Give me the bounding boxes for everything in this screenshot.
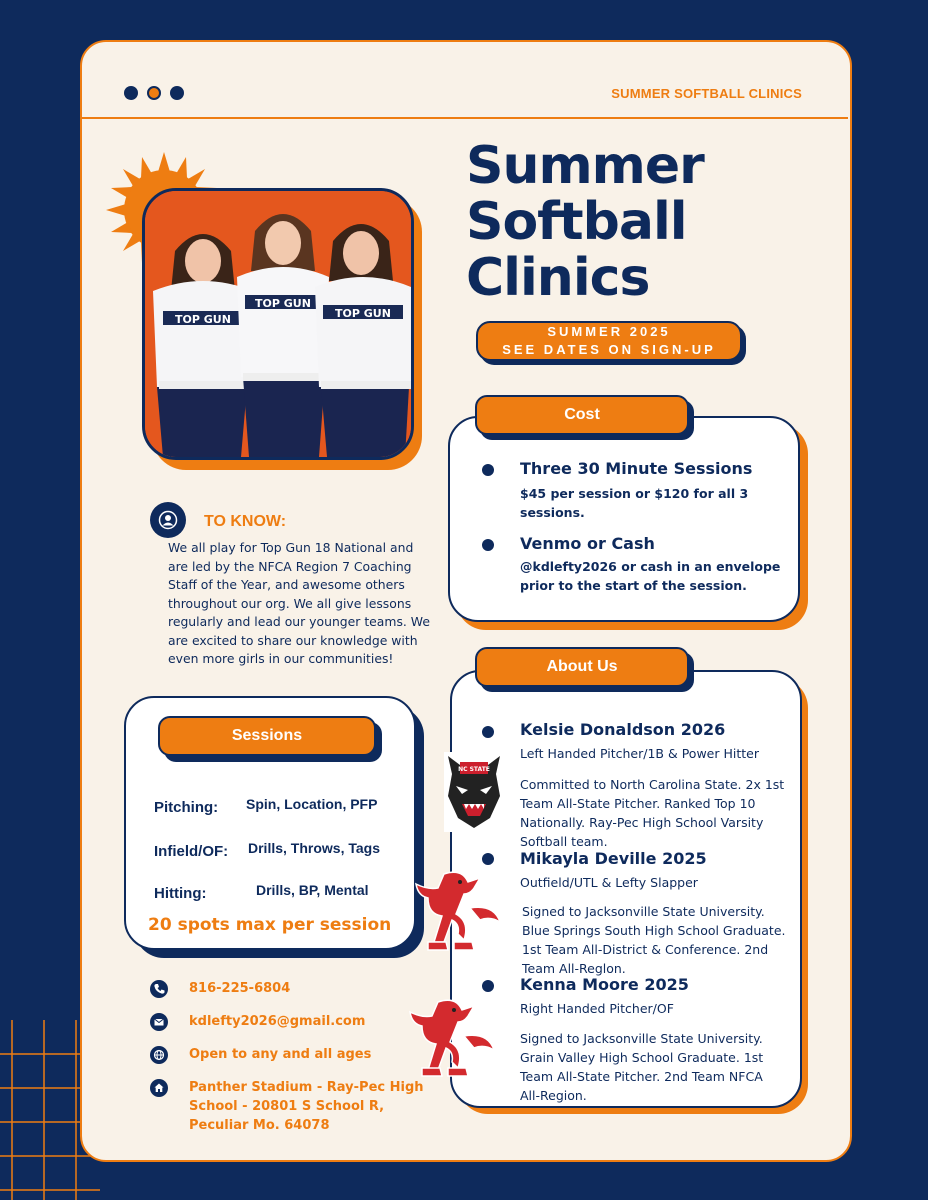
cost-item-heading: Venmo or Cash bbox=[520, 534, 655, 553]
bullet-icon bbox=[482, 853, 494, 865]
badge-line: SEE DATES ON SIGN-UP bbox=[502, 342, 716, 357]
page-title bbox=[466, 138, 704, 306]
bullet-icon bbox=[482, 539, 494, 551]
players-illustration bbox=[145, 191, 411, 457]
dates-badge bbox=[476, 321, 742, 361]
spots-limit: 20 spots max per session bbox=[148, 915, 392, 935]
dot-icon bbox=[147, 86, 161, 100]
sessions-tab: Sessions bbox=[158, 716, 376, 756]
bullet-icon bbox=[482, 464, 494, 476]
session-label: Infield/OF: bbox=[154, 843, 229, 860]
jax-state-logo bbox=[410, 868, 510, 960]
jersey-text: TOP GUN bbox=[335, 307, 391, 320]
globe-icon bbox=[150, 1046, 168, 1064]
cost-item-heading: Three 30 Minute Sessions bbox=[520, 459, 753, 478]
cost-item-detail: @kdlefty2026 or cash in an envelope prior to the start of the session. bbox=[520, 559, 781, 593]
jersey-text: TOP GUN bbox=[255, 297, 311, 310]
team-photo bbox=[142, 188, 414, 460]
to-know-title: TO KNOW: bbox=[204, 513, 287, 530]
home-icon bbox=[150, 1079, 168, 1097]
contact-phone[interactable]: 816-225-6804 bbox=[189, 981, 291, 996]
header-divider bbox=[80, 117, 848, 119]
user-icon bbox=[150, 502, 186, 538]
jax-state-logo bbox=[404, 996, 504, 1084]
person-position: Right Handed Pitcher/OF bbox=[520, 1001, 674, 1016]
email-icon bbox=[150, 1013, 168, 1031]
badge-line: SUMMER 2025 bbox=[547, 324, 671, 339]
jersey-text: TOP GUN bbox=[175, 313, 231, 326]
bullet-icon bbox=[482, 726, 494, 738]
phone-icon bbox=[150, 980, 168, 998]
session-value: Drills, Throws, Tags bbox=[248, 840, 380, 856]
cost-item-detail: $45 per session or $120 for all 3 sessions. bbox=[520, 486, 749, 520]
header-title: SUMMER SOFTBALL CLINICS bbox=[611, 86, 802, 101]
title-line: Softball bbox=[466, 192, 687, 252]
person-name: Kenna Moore 2025 bbox=[520, 975, 689, 994]
logo-text: NC STATE bbox=[458, 766, 490, 773]
session-label: Hitting: bbox=[154, 885, 207, 902]
person-name: Kelsie Donaldson 2026 bbox=[520, 720, 726, 739]
person-position: Outfield/UTL & Lefty Slapper bbox=[520, 875, 698, 890]
cost-tab: Cost bbox=[475, 395, 689, 435]
nc-state-logo bbox=[444, 752, 504, 832]
window-dots bbox=[124, 86, 184, 100]
dot-icon bbox=[124, 86, 138, 100]
session-value: Spin, Location, PFP bbox=[246, 796, 378, 812]
contact-audience: Open to any and all ages bbox=[189, 1047, 372, 1062]
person-name: Mikayla Deville 2025 bbox=[520, 849, 707, 868]
person-bio: Signed to Jacksonville State University. Grain Valley High School Graduate. 1st Team All-State Pitcher. 2nd Team NFCA All-Region. bbox=[520, 1031, 764, 1103]
person-bio: Signed to Jacksonville State University. Blue Springs South High School Graduate. 1st Team All-District & Conference. 2nd Team All-Reglon. bbox=[522, 904, 786, 976]
to-know-text: We all play for Top Gun 18 National and are led by the NFCA Region 7 Coaching Staff of the Year, and awesome others throughout our org. We all give lessons regularly and lead our younger teams. We are excited to share our knowledge with even more girls in our communities! bbox=[168, 540, 430, 666]
contact-address: Panther Stadium - Ray-Pec High School - 20801 S School R, Peculiar Mo. 64078 bbox=[189, 1080, 424, 1133]
person-position: Left Handed Pitcher/1B & Power Hitter bbox=[520, 746, 759, 761]
bullet-icon bbox=[482, 980, 494, 992]
contact-email[interactable]: kdlefty2026@gmail.com bbox=[189, 1014, 366, 1029]
person-bio: Committed to North Carolina State. 2x 1st Team All-State Pitcher. Ranked Top 10 Nationally. Ray-Pec High School Varsity Softball team. bbox=[520, 777, 785, 849]
title-line: Summer bbox=[466, 136, 704, 196]
dot-icon bbox=[170, 86, 184, 100]
title-line: Clinics bbox=[466, 248, 650, 308]
session-label: Pitching: bbox=[154, 799, 219, 816]
about-tab: About Us bbox=[475, 647, 689, 687]
session-value: Drills, BP, Mental bbox=[256, 882, 369, 898]
